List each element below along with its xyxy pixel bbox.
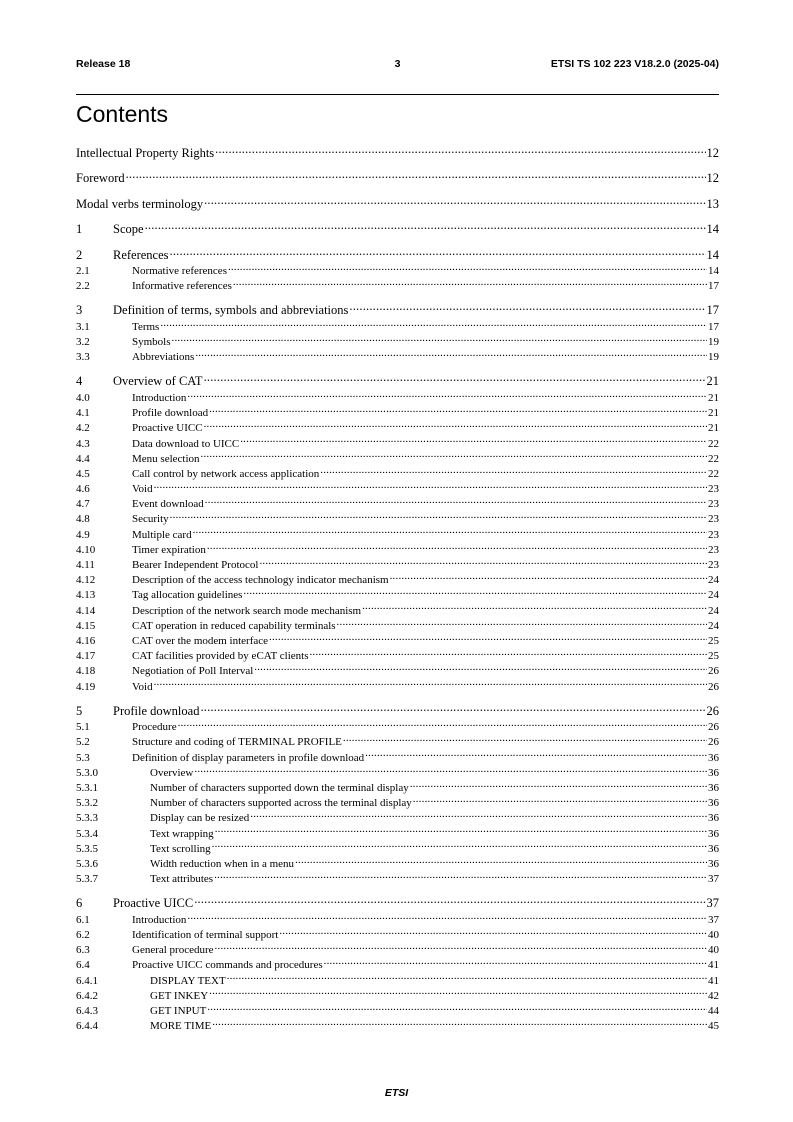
page-footer: ETSI [384,1087,409,1099]
toc-entry-page: 37 [708,913,719,926]
toc-entry-page: 25 [708,650,719,663]
toc-entry[interactable] [76,302,719,319]
toc-entry-title: Informative references [132,280,232,293]
toc-entry-number: 3.3 [76,351,90,364]
toc-entry[interactable] [76,648,719,663]
toc-entry-title: Terms [132,320,160,333]
dot-leader [160,319,707,330]
dot-leader [172,334,707,345]
toc-entry-title: Text attributes [150,873,214,886]
toc-entry-title: Structure and coding of TERMINAL PROFILE [132,736,342,749]
toc-entry-title: Text scrolling [150,842,211,855]
toc-entry[interactable] [76,973,719,988]
toc-entry[interactable] [76,1018,719,1033]
dot-leader [390,572,707,583]
toc-entry[interactable] [76,734,719,749]
page-header [76,58,719,74]
toc-entry-title: Tag allocation guidelines [132,589,243,602]
dot-leader [243,587,707,598]
toc-entry-page: 24 [708,604,719,617]
dot-leader [200,702,705,715]
toc-entry-title: Negotiation of Poll Interval [132,665,254,678]
toc-entry[interactable] [76,170,719,187]
dot-leader [178,719,707,730]
toc-entry-number: 5.3.3 [76,812,98,825]
dot-leader [309,648,707,659]
toc-entry-number: 6 [76,896,83,911]
toc-entry-page: 36 [708,842,719,855]
toc-entry[interactable] [76,895,719,912]
toc-entry[interactable] [76,841,719,856]
toc-entry[interactable] [76,795,719,810]
dot-leader [324,957,707,968]
page-number: 3 [394,58,401,70]
dot-leader [254,663,707,674]
toc-entry-number: 5.3.2 [76,797,98,810]
toc-entry-number: 6.4.4 [76,1020,98,1033]
toc-entry-title: Definition of terms, symbols and abbreviations [113,303,349,318]
toc-entry-page: 22 [708,467,719,480]
dot-leader [279,927,707,938]
toc-entry[interactable] [76,603,719,618]
toc-entry-title: Description of the access technology indicator mechanism [132,574,389,587]
toc-entry-page: 36 [708,766,719,779]
toc-entry-number: 4 [76,374,83,389]
toc-entry-number: 5.1 [76,721,90,734]
dot-leader [250,810,707,821]
toc-entry-title: Overview [150,766,194,779]
toc-entry[interactable] [76,750,719,765]
toc-entry-title: Introduction [132,391,187,404]
toc-entry-number: 5.3.5 [76,842,98,855]
toc-entry-page: 23 [708,543,719,556]
toc-entry-title: Void [132,483,153,496]
toc-entry[interactable] [76,826,719,841]
toc-entry-title: CAT over the modem interface [132,634,269,647]
toc-entry[interactable] [76,221,719,238]
toc-entry-number: 2.1 [76,265,90,277]
toc-entry-number: 4.0 [76,391,90,404]
toc-entry[interactable] [76,405,719,420]
toc-entry[interactable] [76,912,719,927]
toc-entry-number: 4.19 [76,680,96,693]
toc-entry-number: 6.4.1 [76,974,98,987]
toc-entry[interactable] [76,542,719,557]
toc-entry-title: Text wrapping [150,827,214,840]
toc-entry[interactable] [76,144,719,161]
toc-entry[interactable] [76,679,719,694]
dot-leader [204,420,707,431]
toc-entry-number: 6.2 [76,928,90,941]
toc-entry[interactable] [76,481,719,496]
toc-entry-title: General procedure [132,944,214,957]
document-id: ETSI TS 102 223 V18.2.0 (2025-04) [550,58,719,70]
dot-leader [204,195,705,208]
toc-entry-number: 4.1 [76,407,90,420]
toc-entry-title: Menu selection [132,452,200,465]
toc-entry-number: 4.5 [76,467,90,480]
toc-entry-title: DISPLAY TEXT [150,974,226,987]
toc-entry-title: Overview of CAT [113,374,203,389]
toc-entry-title: Event download [132,498,204,511]
toc-entry[interactable] [76,988,719,1003]
toc-entry[interactable] [76,451,719,466]
toc-entry-number: 2.2 [76,280,90,293]
dot-leader [207,542,707,553]
toc-entry-title: Data download to UICC [132,437,240,450]
toc-entry-title: Number of characters supported across the terminal display [150,797,412,810]
toc-entry-page: 14 [706,222,719,236]
toc-entry[interactable] [76,527,719,542]
toc-entry-number: 5.3.1 [76,781,98,794]
toc-entry-number: 4.4 [76,452,90,465]
toc-entry-number: 6.4.2 [76,989,98,1002]
toc-entry-page: 21 [708,422,719,435]
toc-entry-page: 19 [708,351,719,364]
toc-entry-title: Introduction [132,913,187,926]
toc-entry[interactable] [76,420,719,435]
toc-entry-page: 12 [706,145,719,160]
dot-leader [320,466,707,477]
toc-entry-title: CAT operation in reduced capability terminals [132,619,336,632]
toc-entry[interactable] [76,195,719,212]
toc-entry-page: 36 [708,827,719,840]
toc-entry[interactable] [76,702,719,719]
toc-entry-title: Profile download [132,407,209,420]
toc-entry-title: MORE TIME [150,1020,212,1033]
toc-entry-number: 5.3.4 [76,827,98,840]
toc-entry-page: 41 [708,974,719,987]
dot-leader [413,795,707,806]
toc-entry-page: 36 [708,781,719,794]
toc-entry-title: Foreword [76,171,125,185]
dot-leader [215,144,705,157]
toc-entry-page: 24 [708,619,719,632]
toc-entry-number: 6.3 [76,944,90,957]
toc-entry-title: Definition of display parameters in profile download [132,751,365,764]
toc-entry[interactable] [76,390,719,405]
toc-entry-title: References [113,247,169,262]
dot-leader [212,1018,707,1029]
toc-entry-page: 21 [706,374,719,389]
toc-entry[interactable] [76,349,719,364]
toc-entry-number: 4.17 [76,650,96,663]
dot-leader [228,263,707,274]
dot-leader [233,278,707,289]
toc-entry-title: GET INKEY [150,989,209,1002]
toc-entry-number: 5.3 [76,751,90,764]
toc-entry-page: 36 [708,857,719,870]
toc-entry-page: 26 [708,680,719,693]
toc-entry[interactable] [76,511,719,526]
toc-entry-title: Profile download [113,703,200,718]
dot-leader [209,988,707,999]
toc-entry-page: 42 [708,989,719,1002]
toc-entry[interactable] [76,780,719,795]
dot-leader [205,496,707,507]
toc-entry[interactable] [76,618,719,633]
toc-entry-page: 14 [708,265,719,277]
toc-entry-page: 25 [708,634,719,647]
toc-entry-title: Security [132,513,169,526]
toc-entry-title: Normative references [132,265,227,277]
toc-entry-title: Call control by network access application [132,467,320,480]
toc-entry[interactable] [76,856,719,871]
dot-leader [194,895,705,908]
toc-entry-page: 23 [708,498,719,511]
toc-entry[interactable] [76,557,719,572]
toc-entry-title: Identification of terminal support [132,928,279,941]
toc-entry-page: 17 [708,320,719,333]
page-title: Contents [76,101,169,127]
dot-leader [295,856,707,867]
toc-entry-number: 4.8 [76,513,90,526]
header-rule [76,94,719,95]
toc-entry-page: 37 [708,873,719,886]
toc-entry-title: Multiple card [132,528,192,541]
toc-entry-page: 26 [708,721,719,734]
toc-entry-page: 40 [708,944,719,957]
toc-entry-page: 23 [708,559,719,571]
toc-entry-number: 4.2 [76,422,90,435]
toc-entry-title: Intellectual Property Rights [76,145,215,160]
toc-entry-number: 2 [76,247,83,262]
dot-leader [214,871,707,882]
toc-entry-page: 24 [708,589,719,602]
toc-entry[interactable] [76,246,719,263]
toc-entry-title: Width reduction when in a menu [150,857,295,870]
toc-entry[interactable] [76,278,719,293]
toc-entry-page: 41 [708,959,719,972]
toc-entry-number: 3 [76,303,83,318]
toc-entry-page: 36 [708,797,719,810]
toc-entry-number: 6.1 [76,913,90,926]
dot-leader [269,633,707,644]
toc-entry-page: 23 [708,528,719,541]
toc-entry-number: 4.7 [76,498,90,511]
toc-entry-page: 23 [708,483,719,496]
toc-entry-number: 4.3 [76,437,90,450]
toc-entry-page: 36 [708,812,719,825]
toc-entry-title: Procedure [132,721,177,734]
dot-leader [126,170,706,183]
dot-leader [365,750,707,761]
table-of-contents [76,144,719,1033]
toc-entry-page: 37 [706,896,719,911]
toc-entry-number: 5.3.6 [76,857,98,870]
toc-entry-number: 6.4 [76,959,90,972]
toc-entry[interactable] [76,496,719,511]
toc-entry-title: Proactive UICC [132,422,203,435]
toc-entry[interactable] [76,587,719,602]
toc-entry-number: 4.14 [76,604,96,617]
toc-entry-title: GET INPUT [150,1004,207,1017]
toc-entry-number: 3.2 [76,336,90,349]
toc-entry-page: 26 [708,665,719,678]
toc-entry[interactable] [76,466,719,481]
toc-entry[interactable] [76,436,719,451]
toc-entry-page: 45 [708,1020,719,1033]
toc-entry-number: 4.9 [76,528,90,541]
dot-leader [343,734,707,745]
toc-entry-page: 21 [708,391,719,404]
toc-entry-number: 4.15 [76,619,96,632]
toc-entry-page: 12 [706,171,719,185]
dot-leader [227,973,707,984]
toc-entry-number: 4.6 [76,483,90,496]
toc-entry[interactable] [76,927,719,942]
dot-leader [215,826,707,837]
dot-leader [145,221,706,234]
toc-entry-page: 14 [706,247,719,262]
dot-leader [207,1003,707,1014]
toc-entry-page: 40 [708,928,719,941]
toc-entry-number: 5.3.7 [76,873,98,886]
toc-entry[interactable] [76,765,719,780]
toc-entry[interactable] [76,957,719,972]
dot-leader [187,390,707,401]
toc-entry-number: 5.3.0 [76,766,98,779]
dot-leader [349,302,705,315]
toc-entry-number: 5 [76,703,83,718]
toc-entry-number: 4.11 [76,559,95,571]
dot-leader [193,527,707,538]
dot-leader [215,942,707,953]
dot-leader [201,451,707,462]
dot-leader [240,436,707,447]
toc-entry-title: Abbreviations [132,351,195,364]
dot-leader [337,618,707,629]
toc-entry-title: Display can be resized [150,812,250,825]
toc-entry-title: Timer expiration [132,543,206,556]
toc-entry-number: 4.13 [76,589,96,602]
toc-entry-page: 21 [708,407,719,420]
dot-leader [195,349,707,360]
dot-leader [170,511,707,522]
dot-leader [154,679,707,690]
toc-entry-page: 13 [706,196,719,211]
toc-entry-page: 22 [708,452,719,465]
toc-entry-page: 23 [708,513,719,526]
dot-leader [410,780,707,791]
toc-entry-title: Void [132,680,153,693]
toc-entry-page: 19 [708,336,719,349]
dot-leader [259,557,707,568]
toc-entry[interactable] [76,263,719,278]
toc-entry[interactable] [76,942,719,957]
toc-entry-number: 6.4.3 [76,1004,98,1017]
toc-entry-number: 4.18 [76,665,96,678]
toc-entry-page: 26 [706,703,719,718]
dot-leader [212,841,707,852]
toc-entry-title: Symbols [132,336,171,349]
toc-entry-title: Modal verbs terminology [76,196,204,211]
toc-entry[interactable] [76,663,719,678]
toc-entry-number: 4.12 [76,574,96,587]
dot-leader [154,481,707,492]
toc-entry-title: Proactive UICC commands and procedures [132,959,323,972]
toc-entry[interactable] [76,719,719,734]
dot-leader [187,912,707,923]
toc-entry-number: 4.10 [76,543,96,556]
toc-entry-page: 24 [708,574,719,587]
toc-entry-number: 3.1 [76,320,90,333]
toc-entry-page: 17 [708,280,719,293]
toc-entry-title: Description of the network search mode mechanism [132,604,362,617]
toc-entry-title: Proactive UICC [113,896,194,911]
toc-entry[interactable] [76,810,719,825]
toc-entry[interactable] [76,871,719,886]
dot-leader [204,373,706,386]
release-label: Release 18 [76,58,131,70]
toc-entry-page: 17 [706,303,719,318]
dot-leader [170,246,706,259]
dot-leader [209,405,707,416]
toc-entry-page: 26 [708,736,719,749]
toc-entry[interactable] [76,1003,719,1018]
toc-entry-title: Bearer Independent Protocol [132,559,259,571]
toc-entry-page: 44 [708,1004,719,1017]
toc-entry-number: 5.2 [76,736,90,749]
toc-entry[interactable] [76,373,719,390]
toc-entry[interactable] [76,633,719,648]
toc-entry[interactable] [76,572,719,587]
toc-entry-number: 4.16 [76,634,96,647]
toc-entry[interactable] [76,334,719,349]
dot-leader [362,603,707,614]
toc-entry-title: Number of characters supported down the terminal display [150,781,409,794]
toc-entry-number: 1 [76,222,83,236]
dot-leader [194,765,707,776]
toc-entry[interactable] [76,319,719,334]
toc-entry-title: Scope [113,222,144,236]
toc-entry-title: CAT facilities provided by eCAT clients [132,650,309,663]
toc-entry-page: 22 [708,437,719,450]
toc-entry-page: 36 [708,751,719,764]
